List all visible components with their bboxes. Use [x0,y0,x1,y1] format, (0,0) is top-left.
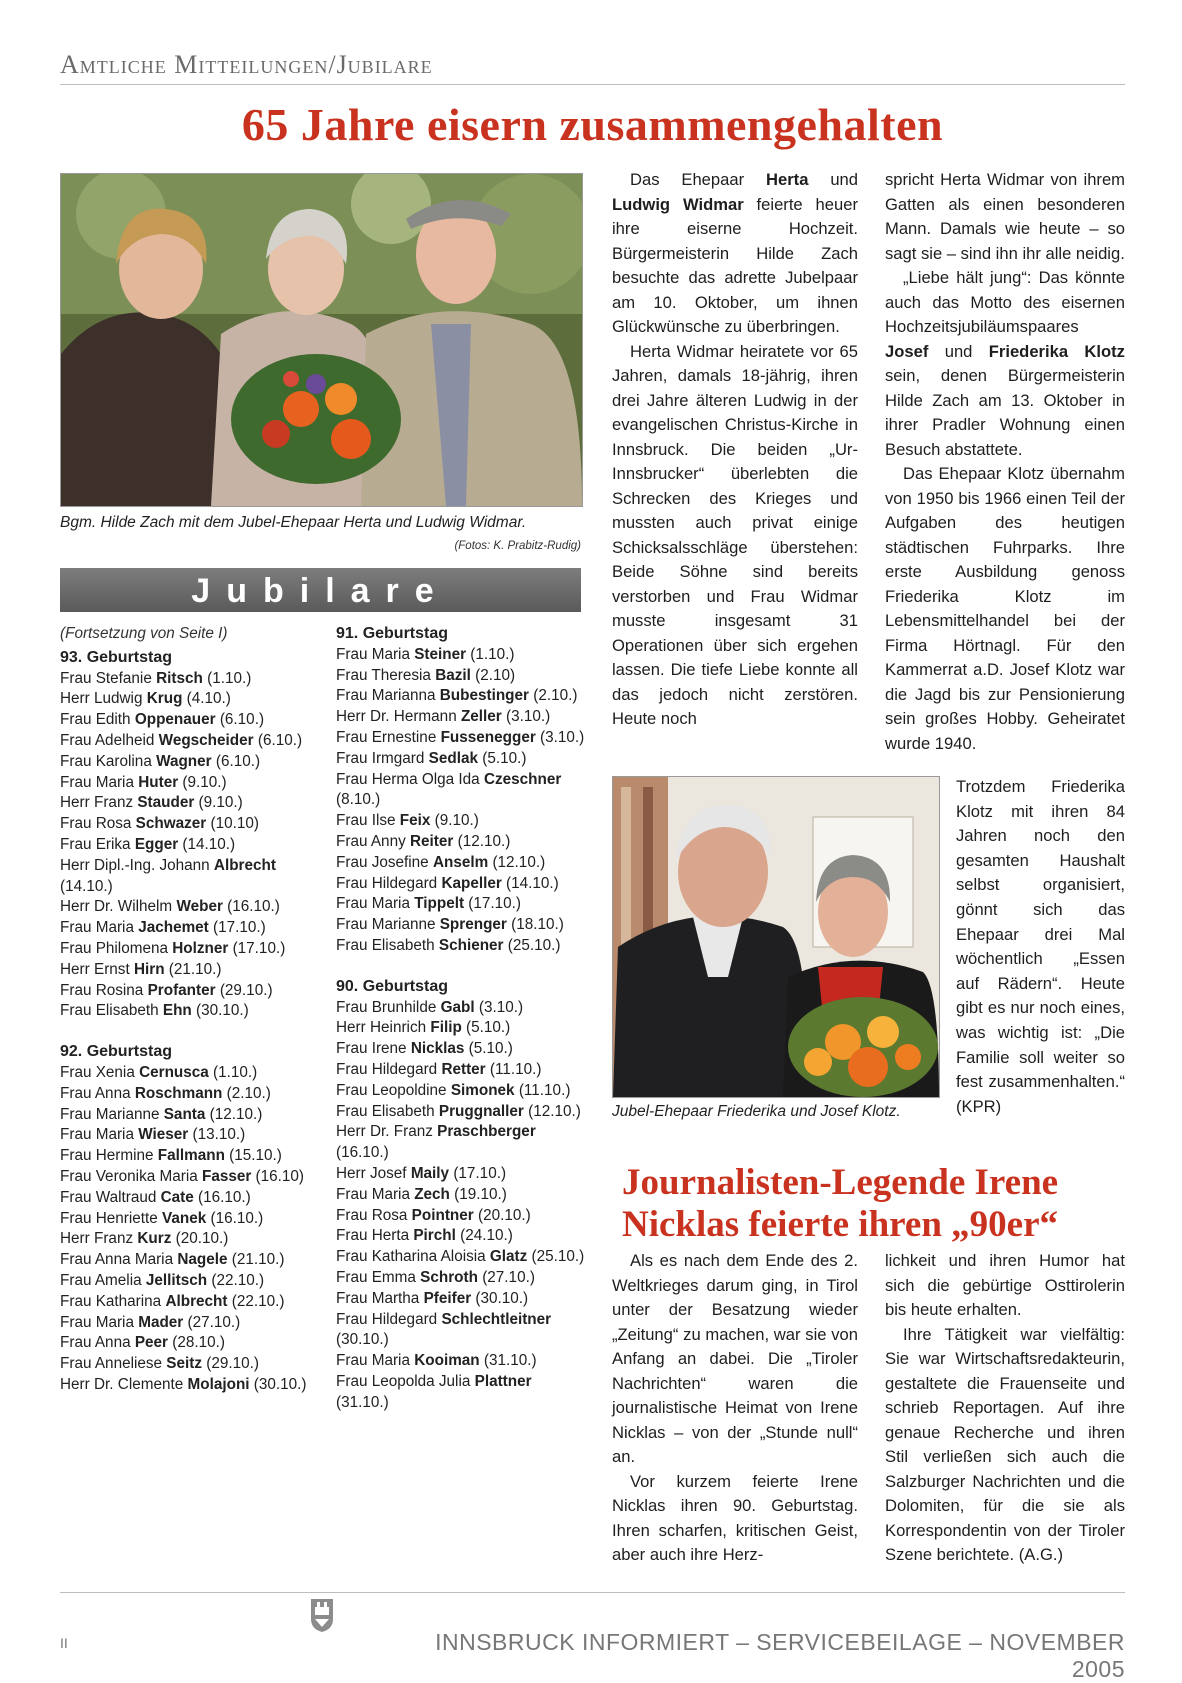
jubilar-title: Frau Karolina [60,752,157,770]
jubilar-title: Frau Amelia [60,1271,146,1289]
jubilar-name: Zeller [460,708,502,726]
jubilar-entry [336,686,586,707]
jubilar-name: Pirchl [413,1227,456,1245]
article2-headline [622,1162,1125,1246]
jubilar-title: Frau Katharina Aloisia [336,1248,490,1266]
article1-column-2 [885,168,1125,756]
jubilar-date: (27.10.) [183,1313,241,1331]
jubilar-entry [60,897,310,918]
jubilar-title: Frau Marianne [336,916,440,934]
jubilar-name: Sedlak [428,749,478,767]
jubilar-date: (17.10.) [208,919,266,937]
jubilar-name: Bazil [435,666,471,684]
jubilar-date: (19.10.) [449,1185,507,1203]
jubilar-date: (30.10.) [191,1002,249,1020]
jubilar-title: Frau Herta [336,1227,414,1245]
jubilar-date: (12.10.) [453,832,511,850]
footer-rule [60,1592,1125,1593]
jubilar-title: Frau Maria [336,1185,415,1203]
jubilar-name: Vanek [162,1209,207,1227]
jubilar-date: (12.10.) [205,1105,263,1123]
section-header: Amtliche Mitteilungen/Jubilare [60,50,433,79]
jubilar-entry [336,811,586,832]
jubilar-name: Sprenger [439,916,507,934]
jubilar-title: Frau Maria [60,1126,139,1144]
jubilar-date: (16.10.) [336,1144,389,1162]
jubilar-date: (16.10) [251,1167,305,1185]
jubilar-date: (5.10.) [461,1019,511,1037]
jubilar-name: Pruggnaller [438,1102,524,1120]
jubilar-title: Frau Maria [336,895,415,913]
jubilare-column-2 [336,624,586,1413]
article1-column-1 [612,168,858,732]
jubilar-date: (29.10.) [215,981,273,999]
jubilar-entry [336,1226,586,1247]
jubilar-title: Herr Josef [336,1164,411,1182]
jubilar-entry [60,981,310,1002]
jubilar-entry [336,666,586,687]
jubilar-title: Frau Katharina [60,1292,166,1310]
article-paragraph: Vor kurzem feierte Irene Nicklas ihren 90. Geburtstag. Ihren scharfen, kritischen Geist, aber auch ihre Herz- [612,1471,858,1564]
jubilar-title: Frau Leopolda Julia [336,1372,475,1390]
jubilar-title: Frau Brunhilde [336,998,441,1016]
jubilar-name: Czeschner [483,770,562,788]
jubilar-date: (14.10.) [60,877,113,895]
jubilar-date: (8.10.) [336,791,381,809]
jubilar-entry [60,1250,310,1271]
jubilar-entry [336,832,586,853]
jubilar-date: (17.10.) [449,1164,507,1182]
article2-column-1 [612,1249,858,1568]
jubilar-title: Frau Hildegard [336,1060,442,1078]
jubilar-name: Gabl [440,998,475,1016]
publication-footer: INNSBRUCK INFORMIERT – SERVICEBEILAGE – NOVEMBER 2005 [435,1629,1125,1682]
jubilar-entry [336,874,586,895]
birthday-group-heading: 92. Geburtstag [60,1043,173,1061]
jubilar-date: (16.10.) [193,1188,251,1206]
main-headline: 65 Jahre eisern zusammengehalten [241,99,944,150]
jubilar-date: (30.10.) [471,1289,529,1307]
jubilar-date: (27.10.) [477,1268,535,1286]
jubilar-entry [336,1122,586,1164]
jubilar-date: (5.10.) [464,1040,513,1058]
jubilar-name: Huter [138,773,179,791]
jubilar-name: Mader [138,1313,184,1331]
jubilar-entry [60,1125,310,1146]
jubilar-name: Fallmann [157,1147,225,1165]
jubilar-entry [60,731,310,752]
jubilar-name: Fussenegger [440,728,536,746]
jubilar-title: Frau Josefine [336,853,433,871]
jubilar-entry [336,915,586,936]
jubilar-entry [60,1229,310,1250]
jubilar-name: Glatz [489,1248,528,1266]
jubilar-entry [336,1102,586,1123]
jubilare-banner: Jubilare [60,568,581,612]
article-paragraph: „Liebe hält jung“: Das könnte auch das Motto des eisernen Hochzeitsjubiläumspaares Josef und Friederika Klotz sein, denen Bürgermeisterin Hilde Zach am 13. Oktober in ihrer Pradler Wohnung einen Besuch abstattete. [885,268,1125,459]
jubilar-title: Frau Martha [336,1289,424,1307]
article-paragraph: Ihre Tätigkeit war vielfältig: Sie war Wirtschaftsredakteurin, gestaltete die Frauenseite und schrieb Reportagen. Auf ihre genaue Recherche und ihren Stil verließen sich auch die Salzburger Nachrichten und die Dolomiten, für die sie als Korrespondentin von der Tiroler Szene berichtete. (A.G.) [885,1324,1125,1564]
jubilar-date: (28.10.) [168,1334,225,1352]
jubilar-title: Frau Rosa [60,815,136,833]
photo-widmar-couple [60,173,583,507]
jubilar-name: Jellitsch [145,1271,208,1289]
jubilar-date: (17.10.) [464,895,522,913]
jubilar-title: Frau Maria [336,1352,415,1370]
jubilar-date: (18.10.) [506,916,564,934]
jubilar-title: Herr Franz [60,794,138,812]
jubilar-date: (3.10.) [535,728,585,746]
jubilar-name: Ritsch [156,669,203,687]
jubilar-title: Herr Dr. Wilhelm [60,898,177,916]
birthday-group-heading: 91. Geburtstag [336,625,449,642]
jubilar-entry [336,1185,586,1206]
jubilar-entry [336,1060,586,1081]
jubilar-name: Tippelt [414,895,465,913]
jubilar-title: Frau Irene [336,1040,411,1058]
jubilar-entry [336,1039,586,1060]
jubilar-date: (9.10.) [178,773,227,791]
jubilar-name: Steiner [414,645,467,663]
jubilar-name: Jachemet [138,919,209,937]
jubilar-entry [60,1333,310,1354]
jubilar-title: Frau Edith [60,711,135,729]
jubilar-entry [60,773,310,794]
jubilar-date: (1.10.) [466,645,515,663]
jubilar-entry [336,728,586,749]
jubilar-date: (1.10.) [208,1063,258,1081]
jubilar-title: Frau Herma Olga Ida [336,770,484,788]
jubilar-name: Anselm [432,853,489,871]
jubilar-date: (4.10.) [182,690,231,708]
jubilar-title: Frau Marianna [336,687,440,705]
jubilar-date: (11.10.) [514,1081,571,1099]
jubilar-name: Oppenauer [134,711,216,729]
jubilar-name: Schlechtleitner [441,1310,552,1328]
article-paragraph: Herta Widmar heiratete vor 65 Jahren, damals 18-jährig, ihren drei Jahre älteren Ludwig in der evangelischen Christus-Kirche in Innsbruck. Die beiden „Ur-Innsbrucker“ überlebten die Schrecken des Krieges und mussten auch privat einige Schicksalsschläge überstehen: Beide Söhne sind bereits verstorben und Frau Widmar musste insgesamt 31 Operationen über sich ergehen lassen. Die tiefe Liebe konnte all das jedoch nicht zerstören. Heute noch [612,341,858,728]
jubilar-name: Holzner [172,939,229,957]
jubilar-entry [336,1247,586,1268]
jubilar-date: (16.10.) [206,1209,264,1227]
page-number: II [60,1635,68,1651]
jubilar-date: (2.10.) [222,1084,271,1102]
article1-narrow-text: Trotzdem Friederika Klotz mit ihren 84 Jahren noch den gesamten Haushalt selbst organisiert, gönnt sich das Ehepaar drei Mal wöchentlich „Essen auf Rädern“. Heute gibt es nur noch eines, was wichtig ist: „Die Familie soll weiter so fest zusammenhalten.“ (KPR) [956,777,1125,1116]
jubilar-name: Pfeifer [423,1289,472,1307]
jubilar-date: (5.10.) [477,749,527,767]
jubilar-title: Frau Emma [336,1268,421,1286]
jubilar-title: Frau Philomena [60,939,173,957]
jubilar-entry [336,1081,586,1102]
article-paragraph: spricht Herta Widmar von ihrem Gatten als einen besonderen Mann. Damals wie heute – so sagt sie – sind ihn ihr alle neidig. [885,170,1125,263]
jubilar-date: (3.10.) [501,708,551,726]
jubilar-title: Frau Rosina [60,981,148,999]
jubilar-date: (21.10.) [164,960,222,978]
jubilar-name: Albrecht [213,856,276,874]
jubilar-name: Cate [160,1188,194,1206]
jubilar-date: (12.10.) [523,1102,581,1120]
jubilar-date: (16.10.) [222,898,280,916]
jubilar-title: Frau Elisabeth [336,936,439,954]
jubilar-entry [60,1209,310,1230]
jubilar-date: (3.10.) [474,998,524,1016]
jubilar-entry [336,936,586,957]
jubilar-date: (9.10.) [430,812,479,830]
jubilar-entry [60,1292,310,1313]
jubilar-title: Frau Theresia [336,666,436,684]
jubilar-name: Schwazer [135,815,207,833]
jubilar-name: Stauder [137,794,195,812]
photo1-caption: Bgm. Hilde Zach mit dem Jubel-Ehepaar Herta und Ludwig Widmar. [60,514,527,531]
jubilar-title: Frau Maria [60,1313,139,1331]
jubilar-title: Frau Marianne [60,1105,164,1123]
jubilar-name: Molajoni [187,1375,250,1393]
jubilar-entry [336,894,586,915]
jubilar-entry [60,1001,310,1022]
jubilar-name: Ehn [162,1002,192,1020]
jubilar-entry [336,707,586,728]
jubilar-date: (30.10.) [249,1375,307,1393]
jubilar-title: Herr Dr. Clemente [60,1375,188,1393]
jubilar-title: Frau Hildegard [336,1310,442,1328]
jubilar-entry [60,793,310,814]
jubilar-name: Praschberger [437,1123,536,1141]
jubilar-name: Nicklas [410,1040,465,1058]
jubilar-date: (20.10.) [171,1230,229,1248]
photo2-caption: Jubel-Ehepaar Friederika und Josef Klotz. [612,1103,901,1120]
jubilar-title: Frau Leopoldine [336,1081,451,1099]
jubilar-entry [60,1375,310,1396]
jubilar-entry [60,710,310,731]
jubilar-name: Kurz [137,1230,172,1248]
jubilar-name: Wagner [156,752,212,770]
jubilar-date: (2.10) [470,666,516,684]
photo-credit: (Fotos: K. Prabitz-Rudig) [454,540,581,552]
jubilar-entry [336,1310,586,1352]
jubilar-title: Herr Dipl.-Ing. Johann [60,856,214,874]
jubilar-name: Retter [441,1060,486,1078]
jubilar-title: Frau Hermine [60,1147,158,1165]
jubilar-entry [60,918,310,939]
jubilar-title: Frau Veronika Maria [60,1167,202,1185]
jubilar-title: Frau Irmgard [336,749,429,767]
jubilar-title: Herr Dr. Hermann [336,708,461,726]
jubilar-entry [336,1351,586,1372]
jubilar-entry [336,1164,586,1185]
jubilar-name: Reiter [409,832,454,850]
jubilar-name: Egger [134,835,179,853]
jubilar-entry [60,939,310,960]
jubilar-date: (9.10.) [194,794,243,812]
jubilar-name: Nagele [177,1251,228,1269]
jubilar-name: Seitz [166,1355,202,1373]
article2-column-2 [885,1249,1125,1568]
jubilar-name: Santa [163,1105,206,1123]
jubilar-name: Schroth [420,1268,478,1286]
birthday-group-heading: 90. Geburtstag [336,977,449,995]
jubilar-entry [60,1105,310,1126]
jubilar-title: Herr Ernst [60,960,134,978]
jubilar-name: Peer [134,1334,169,1352]
jubilar-title: Frau Anneliese [60,1355,167,1373]
jubilar-title: Frau Anna [60,1084,135,1102]
jubilar-entry [336,998,586,1019]
jubilare-column-1 [60,624,310,1396]
jubilar-date: (6.10.) [211,752,261,770]
jubilar-date: (11.10.) [485,1060,542,1078]
photo-klotz-couple [612,776,940,1098]
jubilar-date: (31.10.) [336,1393,389,1411]
jubilar-name: Bubestinger [439,687,529,705]
jubilar-entry [336,1268,586,1289]
jubilar-title: Frau Anna [60,1334,135,1352]
jubilar-date: (1.10.) [202,669,252,687]
jubilar-title: Frau Adelheid [60,731,159,749]
jubilar-date: (14.10.) [178,835,236,853]
jubilar-name: Schiener [438,936,504,954]
jubilar-title: Frau Elisabeth [336,1102,439,1120]
jubilar-title: Frau Xenia [60,1063,140,1081]
jubilar-name: Albrecht [165,1292,228,1310]
jubilar-title: Herr Ludwig [60,690,147,708]
jubilar-title: Frau Erika [60,835,135,853]
jubilar-entry [60,856,310,898]
jubilar-date: (15.10.) [224,1147,282,1165]
jubilar-entry [60,752,310,773]
jubilar-date: (29.10.) [202,1355,259,1373]
continuation-note: (Fortsetzung von Seite I) [60,625,228,642]
jubilar-name: Fasser [201,1167,252,1185]
jubilar-title: Frau Maria [60,773,139,791]
jubilar-entry [60,835,310,856]
jubilar-name: Wieser [138,1126,189,1144]
jubilar-date: (13.10.) [188,1126,246,1144]
jubilar-entry [336,1289,586,1310]
jubilar-date: (21.10.) [227,1251,285,1269]
jubilar-entry [60,1084,310,1105]
header-rule [60,84,1125,85]
jubilar-title: Frau Stefanie [60,669,157,687]
innsbruck-crest-icon [309,1597,335,1633]
jubilar-date: (17.10.) [228,939,286,957]
jubilar-date: (22.10.) [207,1271,265,1289]
article-paragraph: lichkeit und ihren Humor hat sich die gebürtige Osttirolerin bis heute erhalten. [885,1251,1125,1319]
jubilar-entry [336,1206,586,1227]
jubilar-name: Filip [430,1019,462,1037]
jubilar-title: Frau Anny [336,832,410,850]
jubilar-entry [336,853,586,874]
jubilar-title: Herr Dr. Franz [336,1123,438,1141]
jubilar-date: (12.10.) [488,853,546,871]
jubilar-name: Kapeller [441,874,502,892]
jubilar-title: Herr Franz [60,1230,138,1248]
jubilar-title: Herr Heinrich [336,1019,431,1037]
jubilar-date: (25.10.) [527,1248,585,1266]
jubilar-name: Maily [410,1164,450,1182]
jubilar-entry [336,1372,586,1414]
jubilar-title: Frau Rosa [336,1206,412,1224]
jubilar-name: Kooiman [414,1352,480,1370]
article-paragraph: Als es nach dem Ende des 2. Weltkrieges darum ging, in Tirol unter der Besatzung wieder „Zeitung“ zu machen, war sie von Anfang an dabei. Die „Tiroler Nachrichten“ waren die journalistische Heimat von Irene Nicklas – von der „Stunde null“ an. [612,1251,858,1466]
jubilar-entry [336,749,586,770]
jubilar-entry [60,1146,310,1167]
jubilar-date: (22.10.) [227,1292,285,1310]
jubilar-date: (24.10.) [455,1227,513,1245]
jubilar-entry [60,1063,310,1084]
jubilar-title: Frau Hildegard [336,874,442,892]
jubilar-title: Frau Waltraud [60,1188,161,1206]
jubilar-title: Frau Ilse [336,812,400,830]
jubilar-name: Profanter [147,981,216,999]
jubilar-date: (30.10.) [336,1331,389,1349]
jubilar-entry [336,1018,586,1039]
jubilar-entry [336,770,586,812]
jubilar-name: Feix [399,812,431,830]
jubilar-date: (25.10.) [503,936,561,954]
article-paragraph: Das Ehepaar Klotz übernahm von 1950 bis 1966 einen Teil der Aufgaben des heutigen städtischen Fuhrparks. Ihre erste Ausbildung genoss Friederika Klotz im Lebensmittelhandel bei der Firma Hörtnagl. Für den Kammerrat a.D. Josef Klotz war die Jagd bis zur Pensionierung sein großes Hobby. Geheiratet wurde 1940. [885,464,1125,753]
jubilar-name: Cernusca [139,1063,209,1081]
jubilar-entry [60,814,310,835]
jubilar-name: Plattner [474,1372,532,1390]
jubilar-name: Wegscheider [158,731,254,749]
jubilar-date: (6.10.) [253,731,303,749]
jubilar-entry [60,1188,310,1209]
jubilar-entry [60,669,310,690]
article-paragraph: Das Ehepaar Herta und Ludwig Widmar feierte heuer ihre eiserne Hochzeit. Bürgermeisterin Hilde Zach besuchte das adrette Jubelpaar am 10. Oktober, um ihnen Glückwünsche zu überbringen. [612,170,858,336]
article2-headline-line1: Journalisten-Legende Irene [622,1162,1059,1203]
jubilar-date: (20.10.) [473,1206,531,1224]
jubilar-name: Roschmann [134,1084,223,1102]
jubilar-name: Pointner [411,1206,474,1224]
jubilar-date: (14.10.) [501,874,559,892]
jubilar-title: Frau Elisabeth [60,1002,163,1020]
jubilar-title: Frau Ernestine [336,728,441,746]
jubilar-entry [336,645,586,666]
jubilar-date: (2.10.) [528,687,578,705]
jubilar-entry [60,1313,310,1334]
article1-narrow-column [956,775,1125,1119]
jubilar-name: Hirn [133,960,165,978]
jubilar-name: Zech [414,1185,450,1203]
jubilar-title: Frau Henriette [60,1209,163,1227]
jubilar-entry [60,960,310,981]
jubilar-date: (6.10.) [215,711,265,729]
jubilar-title: Frau Anna Maria [60,1251,178,1269]
jubilar-entry [60,1354,310,1375]
jubilar-date: (31.10.) [479,1352,537,1370]
jubilar-entry [60,689,310,710]
jubilar-date: (10.10) [206,815,259,833]
jubilar-entry [60,1271,310,1292]
jubilar-entry [60,1167,310,1188]
article2-headline-line2: Nicklas feierte ihren „90er“ [622,1204,1058,1245]
jubilar-name: Simonek [450,1081,515,1099]
jubilar-name: Weber [176,898,223,916]
jubilar-title: Frau Maria [60,919,139,937]
birthday-group-heading: 93. Geburtstag [60,648,173,666]
jubilar-title: Frau Maria [336,645,415,663]
jubilar-name: Krug [146,690,183,708]
